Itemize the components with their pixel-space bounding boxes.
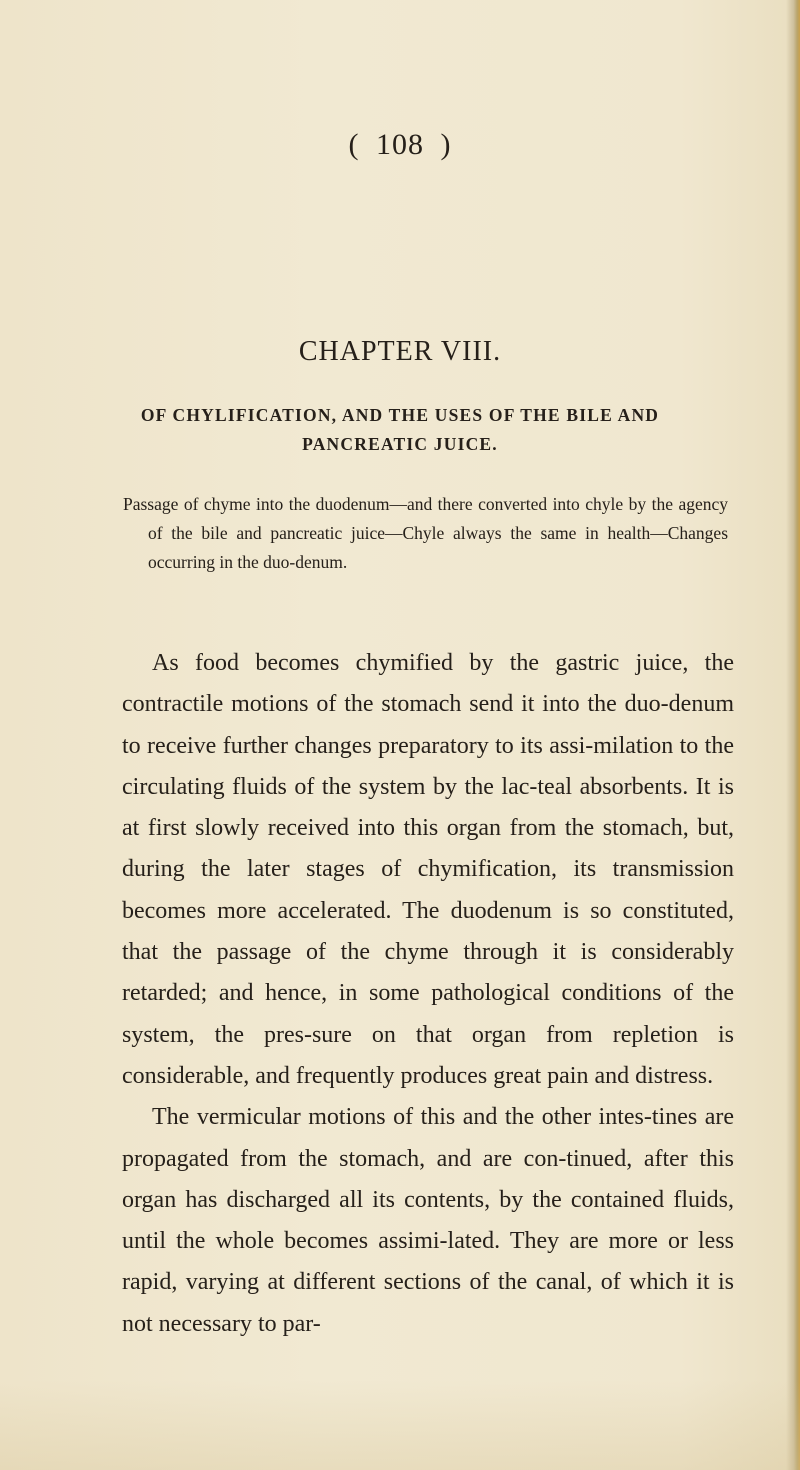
- chapter-title: CHAPTER VIII.: [298, 336, 502, 367]
- body-text: [122, 643, 734, 1345]
- paragraph-2: The vermicular motions of this and the other intes-tines are propagated from the stomach, and are con-tinued, after this organ has discharged all its contents, by the contained fluids, until the whole becomes assimi-lated. They are more or less rapid, varying at different sections of the canal, of which it is not necessary to par-: [122, 1104, 734, 1337]
- chapter-summary: Passage of chyme into the duodenum—and there converted into chyle by the agency of the bile and pancreatic juice—Chyle always the same in health—Changes occurring in the duo-denum.: [123, 494, 728, 572]
- page-bottom-tint: [0, 1380, 800, 1470]
- paragraph-1: As food becomes chymified by the gastric juice, the contractile motions of the stomach send it into the duo-denum to receive further changes preparatory to its assi-milation to the circulating fluids of the system by the lac-teal absorbents. It is at first slowly received into this organ from the stomach, but, during the later stages of chymification, its transmission becomes more accelerated. The duodenum is so constituted, that the passage of the chyme through it is considerably retarded; and hence, in some pathological conditions of the system, the pres-sure on that organ from repletion is considerable, and frequently produces great pain and distress.: [122, 650, 734, 1089]
- chapter-subtitle: OF CHYLIFICATION, AND THE USES OF THE BILE AND PANCREATIC JUICE.: [140, 405, 660, 454]
- page-edge-shadow: [786, 0, 800, 1470]
- page-number: ( 108 ): [348, 128, 452, 161]
